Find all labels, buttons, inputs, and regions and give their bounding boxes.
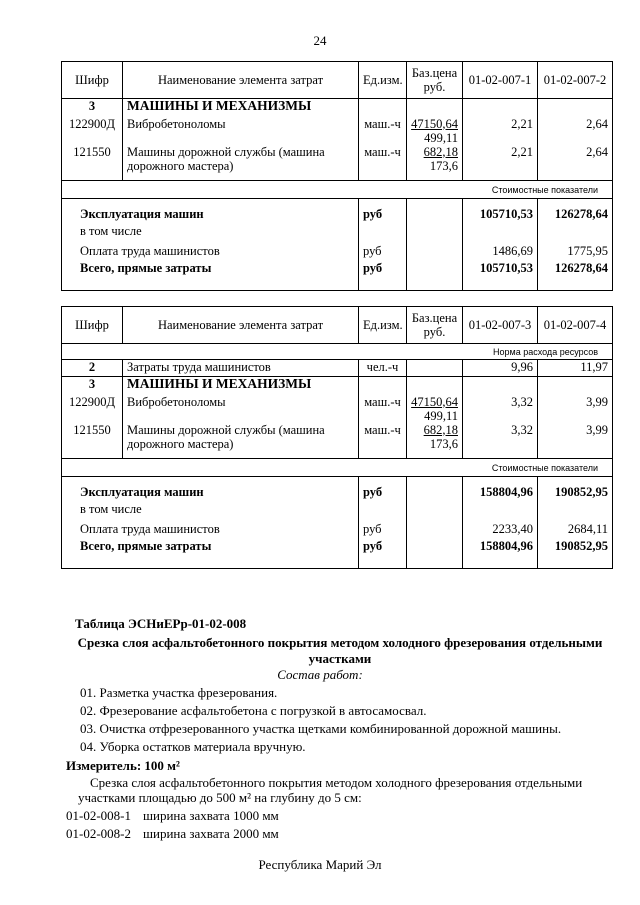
total-value-b: 190852,95 xyxy=(538,539,613,569)
work-step: 04. Уборка остатков материала вручную. xyxy=(80,739,306,754)
row-code: 121550 xyxy=(62,423,123,459)
row-value-a: 3,32 xyxy=(463,395,538,423)
exploitation-unit: руб xyxy=(359,477,407,499)
wages-unit: руб xyxy=(359,519,407,539)
code-row xyxy=(66,826,279,842)
cost-indicators-label: Стоимостные показатели xyxy=(62,181,613,199)
total-row xyxy=(62,539,613,569)
section-code: 3 xyxy=(62,377,123,395)
cost-indicators-row xyxy=(62,181,613,199)
section-code: 3 xyxy=(62,99,123,117)
including-label: в том числе xyxy=(62,221,359,241)
section-row xyxy=(62,99,613,117)
wages-value-b: 1775,95 xyxy=(538,241,613,261)
labor-name: Затраты труда машинистов xyxy=(123,360,359,377)
header-unit: Ед.изм. xyxy=(359,307,407,344)
exploitation-row xyxy=(62,199,613,221)
table-row xyxy=(62,117,613,145)
total-value-a: 105710,53 xyxy=(463,261,538,291)
row-name: Машины дорожной службы (машина дорожного мастера) xyxy=(123,423,359,459)
table-row xyxy=(62,145,613,181)
row-price: 682,18 173,6 xyxy=(407,423,463,459)
work-step: 01. Разметка участка фрезерования. xyxy=(80,685,278,700)
header-col-b: 01-02-007-2 xyxy=(538,62,613,99)
row-value-b: 3,99 xyxy=(538,423,613,459)
exploitation-value-b: 126278,64 xyxy=(538,199,613,221)
including-label: в том числе xyxy=(62,499,359,519)
row-value-a: 2,21 xyxy=(463,117,538,145)
wages-value-a: 2233,40 xyxy=(463,519,538,539)
table-subtitle: Срезка слоя асфальтобетонного покрытия методом холодного фрезерования отдельными участками xyxy=(77,635,603,666)
meter-label: Измеритель: 100 м² xyxy=(66,758,180,773)
description-line: участками площадью до 500 м² на глубину до 5 см: xyxy=(78,790,362,805)
exploitation-value-a: 105710,53 xyxy=(463,199,538,221)
table-title: Таблица ЭСНиЕРр-01-02-008 xyxy=(75,616,247,631)
row-value-a: 3,32 xyxy=(463,423,538,459)
labor-unit: чел.-ч xyxy=(359,360,407,377)
row-price: 47150,64 499,11 xyxy=(407,395,463,423)
wages-row xyxy=(62,241,613,261)
row-code: 121550 xyxy=(62,145,123,181)
exploitation-value-a: 158804,96 xyxy=(463,477,538,499)
composition-heading: Состав работ: xyxy=(277,667,363,682)
row-value-b: 2,64 xyxy=(538,117,613,145)
labor-code: 2 xyxy=(62,360,123,377)
row-name: Вибробетоноломы xyxy=(123,117,359,145)
total-value-b: 126278,64 xyxy=(538,261,613,291)
norm-row xyxy=(62,344,613,360)
header-name: Наименование элемента затрат xyxy=(123,307,359,344)
header-col-a: 01-02-007-1 xyxy=(463,62,538,99)
row-unit: маш.-ч xyxy=(359,423,407,459)
estimate-table-2 xyxy=(61,306,613,569)
labor-value-a: 9,96 xyxy=(463,360,538,377)
labor-row xyxy=(62,360,613,377)
code-text: ширина захвата 1000 мм xyxy=(143,808,279,823)
row-unit: маш.-ч xyxy=(359,117,407,145)
row-value-a: 2,21 xyxy=(463,145,538,181)
header-shifr: Шифр xyxy=(62,307,123,344)
page-number: 24 xyxy=(313,33,327,48)
total-unit: руб xyxy=(359,261,407,291)
row-unit: маш.-ч xyxy=(359,145,407,181)
page-footer: Республика Марий Эл xyxy=(258,857,382,872)
code-id: 01-02-008-1 xyxy=(66,808,131,823)
exploitation-unit: руб xyxy=(359,199,407,221)
row-value-b: 3,99 xyxy=(538,395,613,423)
wages-row xyxy=(62,519,613,539)
wages-label: Оплата труда машинистов xyxy=(62,241,359,261)
header-shifr: Шифр xyxy=(62,62,123,99)
total-row xyxy=(62,261,613,291)
wages-label: Оплата труда машинистов xyxy=(62,519,359,539)
exploitation-label: Эксплуатация машин xyxy=(62,199,359,221)
header-col-b: 01-02-007-4 xyxy=(538,307,613,344)
header-col-a: 01-02-007-3 xyxy=(463,307,538,344)
estimate-table-1 xyxy=(61,61,613,291)
table-header-row xyxy=(62,62,613,99)
cost-indicators-row xyxy=(62,459,613,477)
row-name: Машины дорожной службы (машина дорожного мастера) xyxy=(123,145,359,181)
table-row xyxy=(62,423,613,459)
section-title: МАШИНЫ И МЕХАНИЗМЫ xyxy=(123,377,359,395)
wages-unit: руб xyxy=(359,241,407,261)
table-header-row xyxy=(62,307,613,344)
work-step: 03. Очистка отфрезерованного участка щетками комбинированной дорожной машины. xyxy=(80,721,562,736)
total-label: Всего, прямые затраты xyxy=(62,539,359,569)
row-name: Вибробетоноломы xyxy=(123,395,359,423)
total-value-a: 158804,96 xyxy=(463,539,538,569)
header-base-price: Баз.цена руб. xyxy=(407,307,463,344)
code-id: 01-02-008-2 xyxy=(66,826,131,841)
description-line: Срезка слоя асфальтобетонного покрытия методом холодного фрезерования отдельными xyxy=(90,775,583,790)
code-text: ширина захвата 2000 мм xyxy=(143,826,279,841)
row-value-b: 2,64 xyxy=(538,145,613,181)
row-price: 47150,64 499,11 xyxy=(407,117,463,145)
header-base-price: Баз.цена руб. xyxy=(407,62,463,99)
section-row xyxy=(62,377,613,395)
section-title: МАШИНЫ И МЕХАНИЗМЫ xyxy=(123,99,359,117)
wages-value-a: 1486,69 xyxy=(463,241,538,261)
wages-value-b: 2684,11 xyxy=(538,519,613,539)
total-label: Всего, прямые затраты xyxy=(62,261,359,291)
table-row xyxy=(62,395,613,423)
norm-label: Норма расхода ресурсов xyxy=(62,344,613,360)
header-name: Наименование элемента затрат xyxy=(123,62,359,99)
work-step: 02. Фрезерование асфальтобетона с погрузкой в автосамосвал. xyxy=(80,703,427,718)
including-row xyxy=(62,499,613,519)
exploitation-label: Эксплуатация машин xyxy=(62,477,359,499)
total-unit: руб xyxy=(359,539,407,569)
row-code: 122900Д xyxy=(62,395,123,423)
code-row xyxy=(66,808,279,824)
work-description xyxy=(78,775,608,805)
labor-value-b: 11,97 xyxy=(538,360,613,377)
exploitation-row xyxy=(62,477,613,499)
exploitation-value-b: 190852,95 xyxy=(538,477,613,499)
row-code: 122900Д xyxy=(62,117,123,145)
row-price: 682,18 173,6 xyxy=(407,145,463,181)
header-unit: Ед.изм. xyxy=(359,62,407,99)
including-row xyxy=(62,221,613,241)
cost-indicators-label: Стоимостные показатели xyxy=(62,459,613,477)
row-unit: маш.-ч xyxy=(359,395,407,423)
